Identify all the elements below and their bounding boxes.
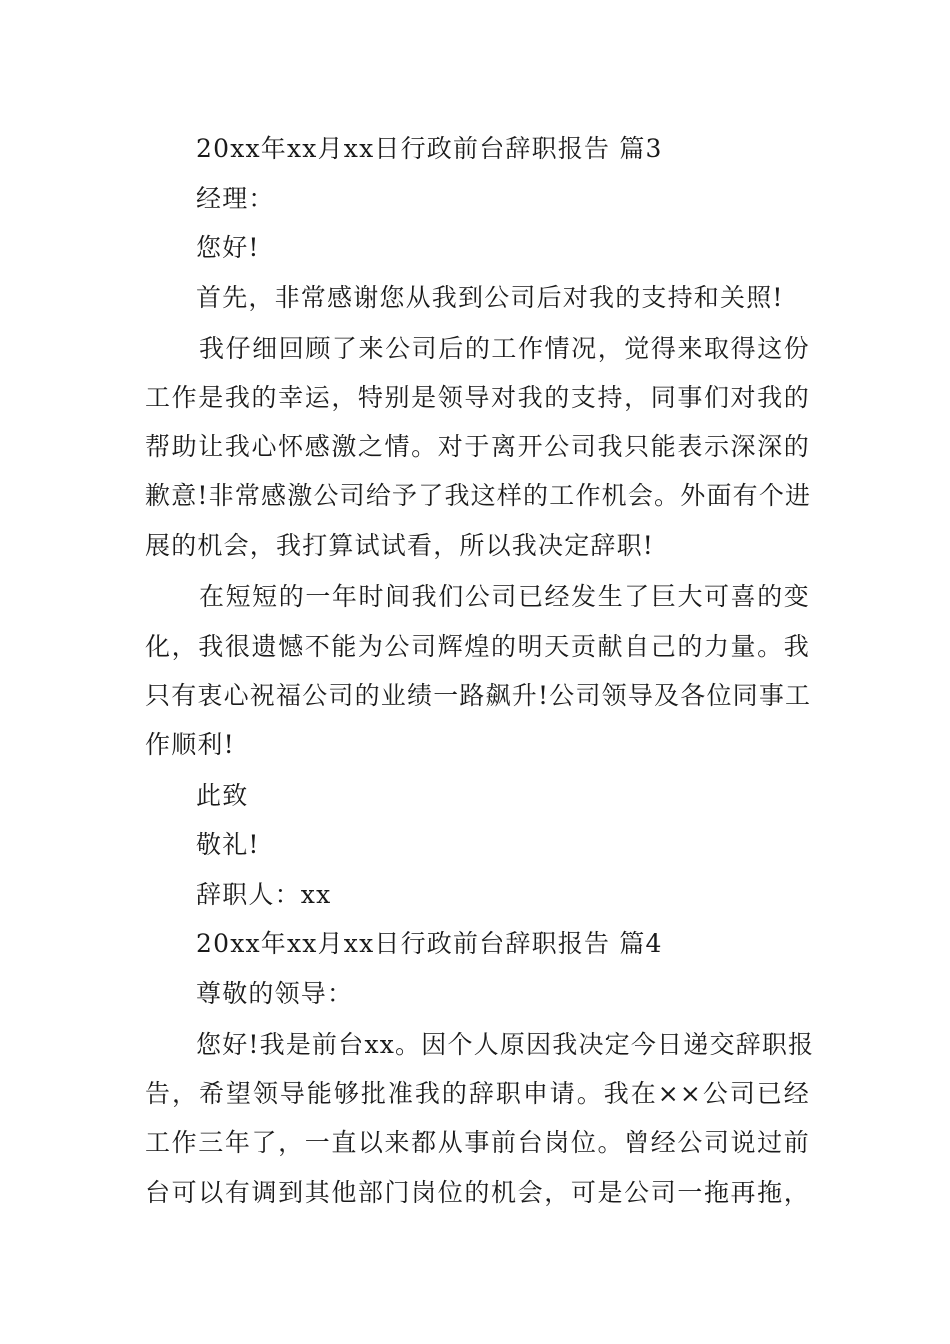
paragraph-line: 首先，非常感谢您从我到公司后对我的支持和关照! — [196, 283, 784, 312]
section-title-3: 20xx年xx月xx日行政前台辞职报告 篇3 — [196, 134, 663, 163]
greeting: 您好! — [196, 233, 260, 262]
signature-line: 辞职人：xx — [196, 880, 332, 909]
closing-salute: 敬礼! — [196, 830, 260, 859]
paragraph-line: 工作是我的幸运，特别是领导对我的支持，同事们对我的 — [145, 383, 810, 412]
paragraph-line: 工作三年了，一直以来都从事前台岗位。曾经公司说过前 — [145, 1128, 810, 1157]
paragraph-line: 歉意!非常感激公司给予了我这样的工作机会。外面有个进 — [145, 481, 812, 510]
paragraph-line: 帮助让我心怀感激之情。对于离开公司我只能表示深深的 — [145, 432, 810, 461]
section-title-4: 20xx年xx月xx日行政前台辞职报告 篇4 — [196, 929, 663, 958]
paragraph-line: 在短短的一年时间我们公司已经发生了巨大可喜的变 — [199, 582, 810, 611]
paragraph-line: 作顺利! — [145, 730, 235, 759]
paragraph-line: 您好!我是前台xx。因个人原因我决定今日递交辞职报 — [196, 1030, 815, 1059]
paragraph-line: 只有衷心祝福公司的业绩一路飙升!公司领导及各位同事工 — [145, 681, 812, 710]
salutation-leader: 尊敬的领导： — [196, 979, 354, 1008]
paragraph-line: 台可以有调到其他部门岗位的机会，可是公司一拖再拖， — [145, 1178, 810, 1207]
paragraph-line: 告，希望领导能够批准我的辞职申请。我在××公司已经 — [145, 1079, 810, 1108]
paragraph-line: 展的机会，我打算试试看，所以我决定辞职! — [145, 531, 655, 560]
closing-line: 此致 — [196, 781, 249, 810]
salutation-manager: 经理： — [196, 184, 275, 213]
paragraph-line: 我仔细回顾了来公司后的工作情况，觉得来取得这份 — [199, 334, 810, 363]
paragraph-line: 化，我很遗憾不能为公司辉煌的明天贡献自己的力量。我 — [145, 632, 810, 661]
